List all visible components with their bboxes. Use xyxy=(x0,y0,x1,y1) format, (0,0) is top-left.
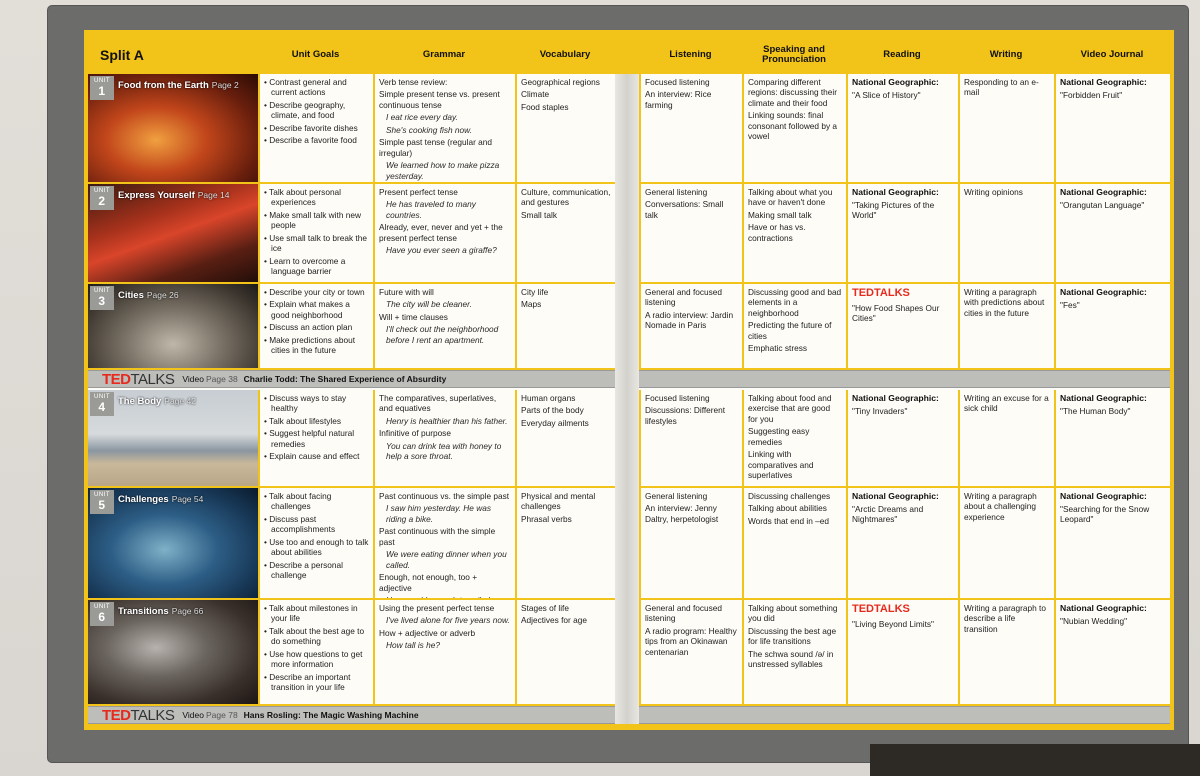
split-title: Split A xyxy=(100,47,144,63)
unit-label: UNIT xyxy=(94,188,110,194)
speaking-item: Comparing different regions: discussing their climate and their food xyxy=(748,77,838,108)
cell-writing xyxy=(958,284,1054,370)
national-geographic-label: National Geographic: xyxy=(1060,287,1147,297)
cell-goals xyxy=(258,390,373,488)
speaking-item: Discussing challenges xyxy=(748,491,831,501)
goal-item: • Discuss an action plan xyxy=(264,322,353,333)
unit-number: 4 xyxy=(98,400,106,414)
goal-item: • Describe a personal challenge xyxy=(264,559,343,581)
grammar-point: Already, ever, never and yet + the present perfect tense xyxy=(379,222,503,243)
header-vocabulary: Vocabulary xyxy=(539,48,591,60)
unit-number: 1 xyxy=(98,84,106,98)
cell-goals xyxy=(258,74,373,184)
video-page: Page 78 xyxy=(206,710,238,720)
goal-item: • Learn to overcome a language barrier xyxy=(264,255,346,277)
speaking-item: Linking with comparatives and superlatives xyxy=(748,449,814,481)
goal-item: • Talk about facing challenges xyxy=(264,491,332,512)
unit-page: Page 66 xyxy=(171,606,204,616)
listening-item: Discussions: Different lifestyles xyxy=(645,405,726,426)
listening-item: General and focused listening xyxy=(645,603,723,624)
cell-video xyxy=(1054,184,1170,284)
speaking-item: Have or has vs. contractions xyxy=(748,222,806,243)
goal-item: • Use too and enough to talk about abilities xyxy=(264,536,369,558)
grammar-example: Henry is healthier than his father. xyxy=(386,415,508,426)
national-geographic-label: National Geographic: xyxy=(852,187,939,197)
cell-vocab xyxy=(515,184,615,284)
goal-item: • Describe favorite dishes xyxy=(264,122,358,133)
unit-number-badge xyxy=(90,602,114,626)
grammar-point: The comparatives, superlatives, and equatives xyxy=(379,393,497,414)
unit-title-text: The Body xyxy=(118,396,162,407)
vocab-item: Small talk xyxy=(521,209,557,220)
writing-item: Writing a paragraph to describe a life transition xyxy=(964,603,1046,634)
cell-listening xyxy=(639,284,742,370)
cell-writing xyxy=(958,74,1054,184)
grammar-point: Future with will xyxy=(379,287,434,297)
grammar-point: Enough, not enough, too + adjective xyxy=(379,572,478,593)
cell-listening xyxy=(639,184,742,284)
cell-video xyxy=(1054,74,1170,184)
ted-talks-logo: TEDTALKS xyxy=(852,603,910,615)
ted-talk-title: Hans Rosling: The Magic Washing Machine xyxy=(243,710,419,720)
goal-item: • Talk about milestones in your life xyxy=(264,603,358,624)
listening-item: General listening xyxy=(645,491,708,501)
cell-speaking xyxy=(742,184,846,284)
grammar-point: Will + time clauses xyxy=(379,311,448,322)
grammar-point: Simple past tense (regular and irregular) xyxy=(379,137,492,158)
speaking-item: Suggesting easy remedies xyxy=(748,426,810,447)
reading-title: "Taking Pictures of the World" xyxy=(852,199,935,221)
vocab-item: Physical and mental challenges xyxy=(521,491,596,512)
cell-vocab xyxy=(515,74,615,184)
vocab-item: Adjectives for age xyxy=(521,615,587,626)
unit-title xyxy=(118,80,239,91)
ted-talks-logo xyxy=(102,371,174,388)
grammar-example: I saw him yesterday. He was riding a bike. xyxy=(386,503,491,524)
goal-item: • Describe geography, climate, and food xyxy=(264,99,346,121)
grammar-point: How + adjective or adverb xyxy=(379,627,476,638)
cell-goals xyxy=(258,600,373,706)
unit-page: Page 54 xyxy=(171,494,204,504)
cell-speaking xyxy=(742,600,846,706)
national-geographic-label: National Geographic: xyxy=(1060,77,1147,87)
goal-item: • Discuss past accomplishments xyxy=(264,513,336,535)
video-label xyxy=(182,710,237,720)
unit-number: 3 xyxy=(98,294,106,308)
reading-title: "Tiny Invaders" xyxy=(852,405,908,416)
goal-item: • Discuss ways to stay healthy xyxy=(264,393,347,414)
goal-item: • Make small talk with new people xyxy=(264,209,361,231)
grammar-example: Have you ever seen a giraffe? xyxy=(386,245,497,256)
goal-item: • Describe a favorite food xyxy=(264,135,357,146)
unit-image xyxy=(88,488,258,600)
unit-number-badge xyxy=(90,392,114,416)
national-geographic-label: National Geographic: xyxy=(852,77,939,87)
cell-vocab xyxy=(515,284,615,370)
cell-speaking xyxy=(742,390,846,488)
reading-title: "Living Beyond Limits" xyxy=(852,618,934,629)
grammar-point: Present perfect tense xyxy=(379,187,458,197)
video-title: "Forbidden Fruit" xyxy=(1060,89,1123,100)
national-geographic-label: National Geographic: xyxy=(852,393,939,403)
unit-title xyxy=(118,606,203,617)
goal-item: • Talk about lifestyles xyxy=(264,415,342,426)
cell-vocab xyxy=(515,488,615,600)
ted-logo-b: TALKS xyxy=(130,706,175,724)
goal-item: • Describe an important transition in your life xyxy=(264,671,351,693)
vocab-item: Everyday ailments xyxy=(521,417,589,428)
cell-grammar xyxy=(373,600,515,706)
vocab-item: Stages of life xyxy=(521,603,569,613)
cell-goals xyxy=(258,184,373,284)
header-unit-goals: Unit Goals xyxy=(291,48,340,60)
vocab-item: Climate xyxy=(521,89,550,100)
goal-item: • Make predictions about cities in the future xyxy=(264,334,355,356)
unit-label: UNIT xyxy=(94,492,110,498)
speaking-item: The schwa sound /ə/ in unstressed syllables xyxy=(748,648,834,670)
cell-grammar xyxy=(373,284,515,370)
grammar-point: Verb tense review: xyxy=(379,77,448,87)
scope-and-sequence-table xyxy=(88,36,1170,724)
unit-page: Page 14 xyxy=(197,190,230,200)
book-gutter xyxy=(615,74,639,724)
speaking-item: Talking about abilities xyxy=(748,503,827,514)
cell-listening xyxy=(639,488,742,600)
grammar-example: He has traveled to many countries. xyxy=(386,199,476,220)
vocab-item: Human organs xyxy=(521,393,576,403)
ted-talks-logo: TEDTALKS xyxy=(852,287,910,299)
grammar-example: You can drink tea with honey to help a sore throat. xyxy=(386,440,502,462)
vocab-item: Food staples xyxy=(521,101,569,112)
unit-title-text: Cities xyxy=(118,290,144,301)
cell-writing xyxy=(958,600,1054,706)
speaking-item: Talking about something you did xyxy=(748,603,838,624)
vocab-item: Phrasal verbs xyxy=(521,513,572,524)
speaking-item: Talking about food and exercise that are good for you xyxy=(748,393,832,424)
unit-image xyxy=(88,390,258,488)
cell-reading xyxy=(846,184,958,284)
unit-page: Page 2 xyxy=(211,80,239,90)
ted-logo-a: TED xyxy=(102,370,131,388)
writing-item: Writing a paragraph with predictions about cities in the future xyxy=(964,287,1045,318)
grammar-example: We were eating dinner when you called. xyxy=(386,549,507,570)
cell-goals xyxy=(258,488,373,600)
writing-item: Responding to an e-mail xyxy=(964,77,1039,98)
unit-image xyxy=(88,284,258,370)
goal-item: • Use small talk to break the ice xyxy=(264,232,367,254)
unit-label: UNIT xyxy=(94,288,110,294)
cell-reading xyxy=(846,284,958,370)
unit-number: 5 xyxy=(98,498,106,512)
speaking-item: Predicting the future of cities xyxy=(748,320,832,341)
cell-reading xyxy=(846,488,958,600)
national-geographic-label: National Geographic: xyxy=(1060,187,1147,197)
goal-item: • Describe your city or town xyxy=(264,287,365,297)
goal-item: • Suggest helpful natural remedies xyxy=(264,428,355,449)
cell-grammar xyxy=(373,390,515,488)
cell-video xyxy=(1054,488,1170,600)
header-speaking: Speaking and Pronunciation xyxy=(762,43,826,65)
unit-title xyxy=(118,494,203,505)
video-title: "Fes" xyxy=(1060,299,1080,310)
listening-item: An interview: Rice farming xyxy=(645,89,712,110)
unit-image xyxy=(88,600,258,706)
cell-speaking xyxy=(742,74,846,184)
vocab-item: Maps xyxy=(521,299,542,310)
cell-goals xyxy=(258,284,373,370)
vocab-item: Geographical regions xyxy=(521,77,600,87)
grammar-example: The city will be cleaner. xyxy=(386,299,472,310)
cell-reading xyxy=(846,74,958,184)
cell-speaking xyxy=(742,488,846,600)
writing-item: Writing opinions xyxy=(964,187,1023,197)
grammar-point: Past continuous with the simple past xyxy=(379,526,496,547)
grammar-point: Past continuous vs. the simple past xyxy=(379,491,510,501)
unit-title-text: Food from the Earth xyxy=(118,80,209,91)
speaking-item: Words that end in –ed xyxy=(748,515,830,526)
cell-grammar xyxy=(373,488,515,600)
video-word: Video xyxy=(182,374,204,384)
cell-reading xyxy=(846,390,958,488)
video-label xyxy=(182,374,237,384)
unit-title-text: Express Yourself xyxy=(118,190,195,201)
grammar-example: We learned how to make pizza yesterday. xyxy=(386,160,500,181)
grammar-example: How tall is he? xyxy=(386,640,440,651)
unit-title-text: Challenges xyxy=(118,494,169,505)
grammar-example: I eat rice every day. xyxy=(386,112,458,123)
unit-number: 2 xyxy=(98,194,106,208)
vocab-item: City life xyxy=(521,287,549,297)
grammar-example: She's cooking fish now. xyxy=(386,124,472,135)
cell-speaking xyxy=(742,284,846,370)
unit-number-badge xyxy=(90,490,114,514)
unit-label: UNIT xyxy=(94,78,110,84)
ted-talks-logo xyxy=(102,707,174,724)
unit-label: UNIT xyxy=(94,604,110,610)
ted-logo-a: TED xyxy=(102,706,131,724)
unit-title xyxy=(118,396,196,407)
cell-listening xyxy=(639,390,742,488)
unit-title-text: Transitions xyxy=(118,606,169,617)
speaking-item: Discussing the best age for life transitions xyxy=(748,625,837,647)
cell-vocab xyxy=(515,390,615,488)
cell-grammar xyxy=(373,184,515,284)
video-title: "Searching for the Snow Leopard" xyxy=(1060,503,1150,525)
grammar-point: Simple present tense vs. present continuous tense xyxy=(379,89,500,110)
header-reading: Reading xyxy=(883,48,921,60)
video-title: "Nubian Wedding" xyxy=(1060,615,1128,626)
video-page: Page 38 xyxy=(206,374,238,384)
grammar-point: Using the present perfect tense xyxy=(379,603,495,613)
listening-item: Conversations: Small talk xyxy=(645,199,724,220)
header-listening: Listening xyxy=(669,48,712,60)
listening-item: A radio interview: Jardin Nomade in Paris xyxy=(645,309,734,331)
unit-title xyxy=(118,190,229,201)
video-title: "Orangutan Language" xyxy=(1060,199,1145,210)
cell-reading xyxy=(846,600,958,706)
table-header xyxy=(88,36,1170,74)
national-geographic-label: National Geographic: xyxy=(1060,603,1147,613)
unit-number-badge xyxy=(90,186,114,210)
unit-page: Page 42 xyxy=(164,396,196,406)
unit-number-badge xyxy=(90,286,114,310)
national-geographic-label: National Geographic: xyxy=(1060,491,1147,501)
reading-title: "How Food Shapes Our Cities" xyxy=(852,302,940,324)
goal-item: • Talk about personal experiences xyxy=(264,187,342,208)
listening-item: Focused listening xyxy=(645,393,710,403)
vocab-item: Parts of the body xyxy=(521,405,584,416)
cell-grammar xyxy=(373,74,515,184)
unit-number-badge xyxy=(90,76,114,100)
cell-listening xyxy=(639,600,742,706)
cell-vocab xyxy=(515,600,615,706)
unit-image xyxy=(88,74,258,184)
grammar-example: I've lived alone for five years now. xyxy=(386,615,510,626)
listening-item: A radio program: Healthy tips from an Okinawan centenarian xyxy=(645,625,737,657)
video-word: Video xyxy=(182,710,204,720)
goal-item: • Explain what makes a good neighborhood xyxy=(264,299,350,320)
unit-page: Page 26 xyxy=(146,290,179,300)
unit-number: 6 xyxy=(98,610,106,624)
header-video-journal: Video Journal xyxy=(1080,48,1144,60)
unit-image xyxy=(88,184,258,284)
cell-video xyxy=(1054,390,1170,488)
cell-listening xyxy=(639,74,742,184)
ted-talk-title: Charlie Todd: The Shared Experience of Absurdity xyxy=(243,374,447,384)
vocab-item: Culture, communication, and gestures xyxy=(521,187,611,208)
listening-item: An interview: Jenny Daltry, herpetologist xyxy=(645,503,719,524)
grammar-example: I'll check out the neighborhood before I rent an apartment. xyxy=(386,324,499,345)
speaking-item: Talking about what you have or haven't done xyxy=(748,187,833,208)
writing-item: Writing a paragraph about a challenging experience xyxy=(964,491,1037,522)
national-geographic-label: National Geographic: xyxy=(1060,393,1147,403)
header-writing: Writing xyxy=(989,48,1023,60)
listening-item: General listening xyxy=(645,187,708,197)
speaking-item: Linking sounds: final consonant followed by a vowel xyxy=(748,110,838,142)
unit-title xyxy=(118,290,179,301)
speaking-item: Emphatic stress xyxy=(748,343,808,354)
cell-writing xyxy=(958,184,1054,284)
header-grammar: Grammar xyxy=(422,48,466,60)
speaking-item: Discussing good and bad elements in a neighborhood xyxy=(748,287,842,318)
desk-shadow xyxy=(870,744,1200,776)
listening-item: General and focused listening xyxy=(645,287,723,308)
grammar-point: Infinitive of purpose xyxy=(379,428,451,439)
cell-writing xyxy=(958,390,1054,488)
goal-item: • Explain cause and effect xyxy=(264,451,360,462)
cell-video xyxy=(1054,284,1170,370)
video-title: "The Human Body" xyxy=(1060,405,1131,416)
speaking-item: Making small talk xyxy=(748,209,812,220)
writing-item: Writing an excuse for a sick child xyxy=(964,393,1049,414)
cell-writing xyxy=(958,488,1054,600)
ted-logo-b: TALKS xyxy=(130,370,175,388)
unit-label: UNIT xyxy=(94,394,110,400)
cell-video xyxy=(1054,600,1170,706)
goal-item: • Contrast general and current actions xyxy=(264,77,347,98)
listening-item: Focused listening xyxy=(645,77,710,87)
goal-item: • Use how questions to get more information xyxy=(264,648,363,670)
national-geographic-label: National Geographic: xyxy=(852,491,939,501)
reading-title: "Arctic Dreams and Nightmares" xyxy=(852,503,924,525)
reading-title: "A Slice of History" xyxy=(852,89,921,100)
goal-item: • Talk about the best age to do something xyxy=(264,625,365,647)
